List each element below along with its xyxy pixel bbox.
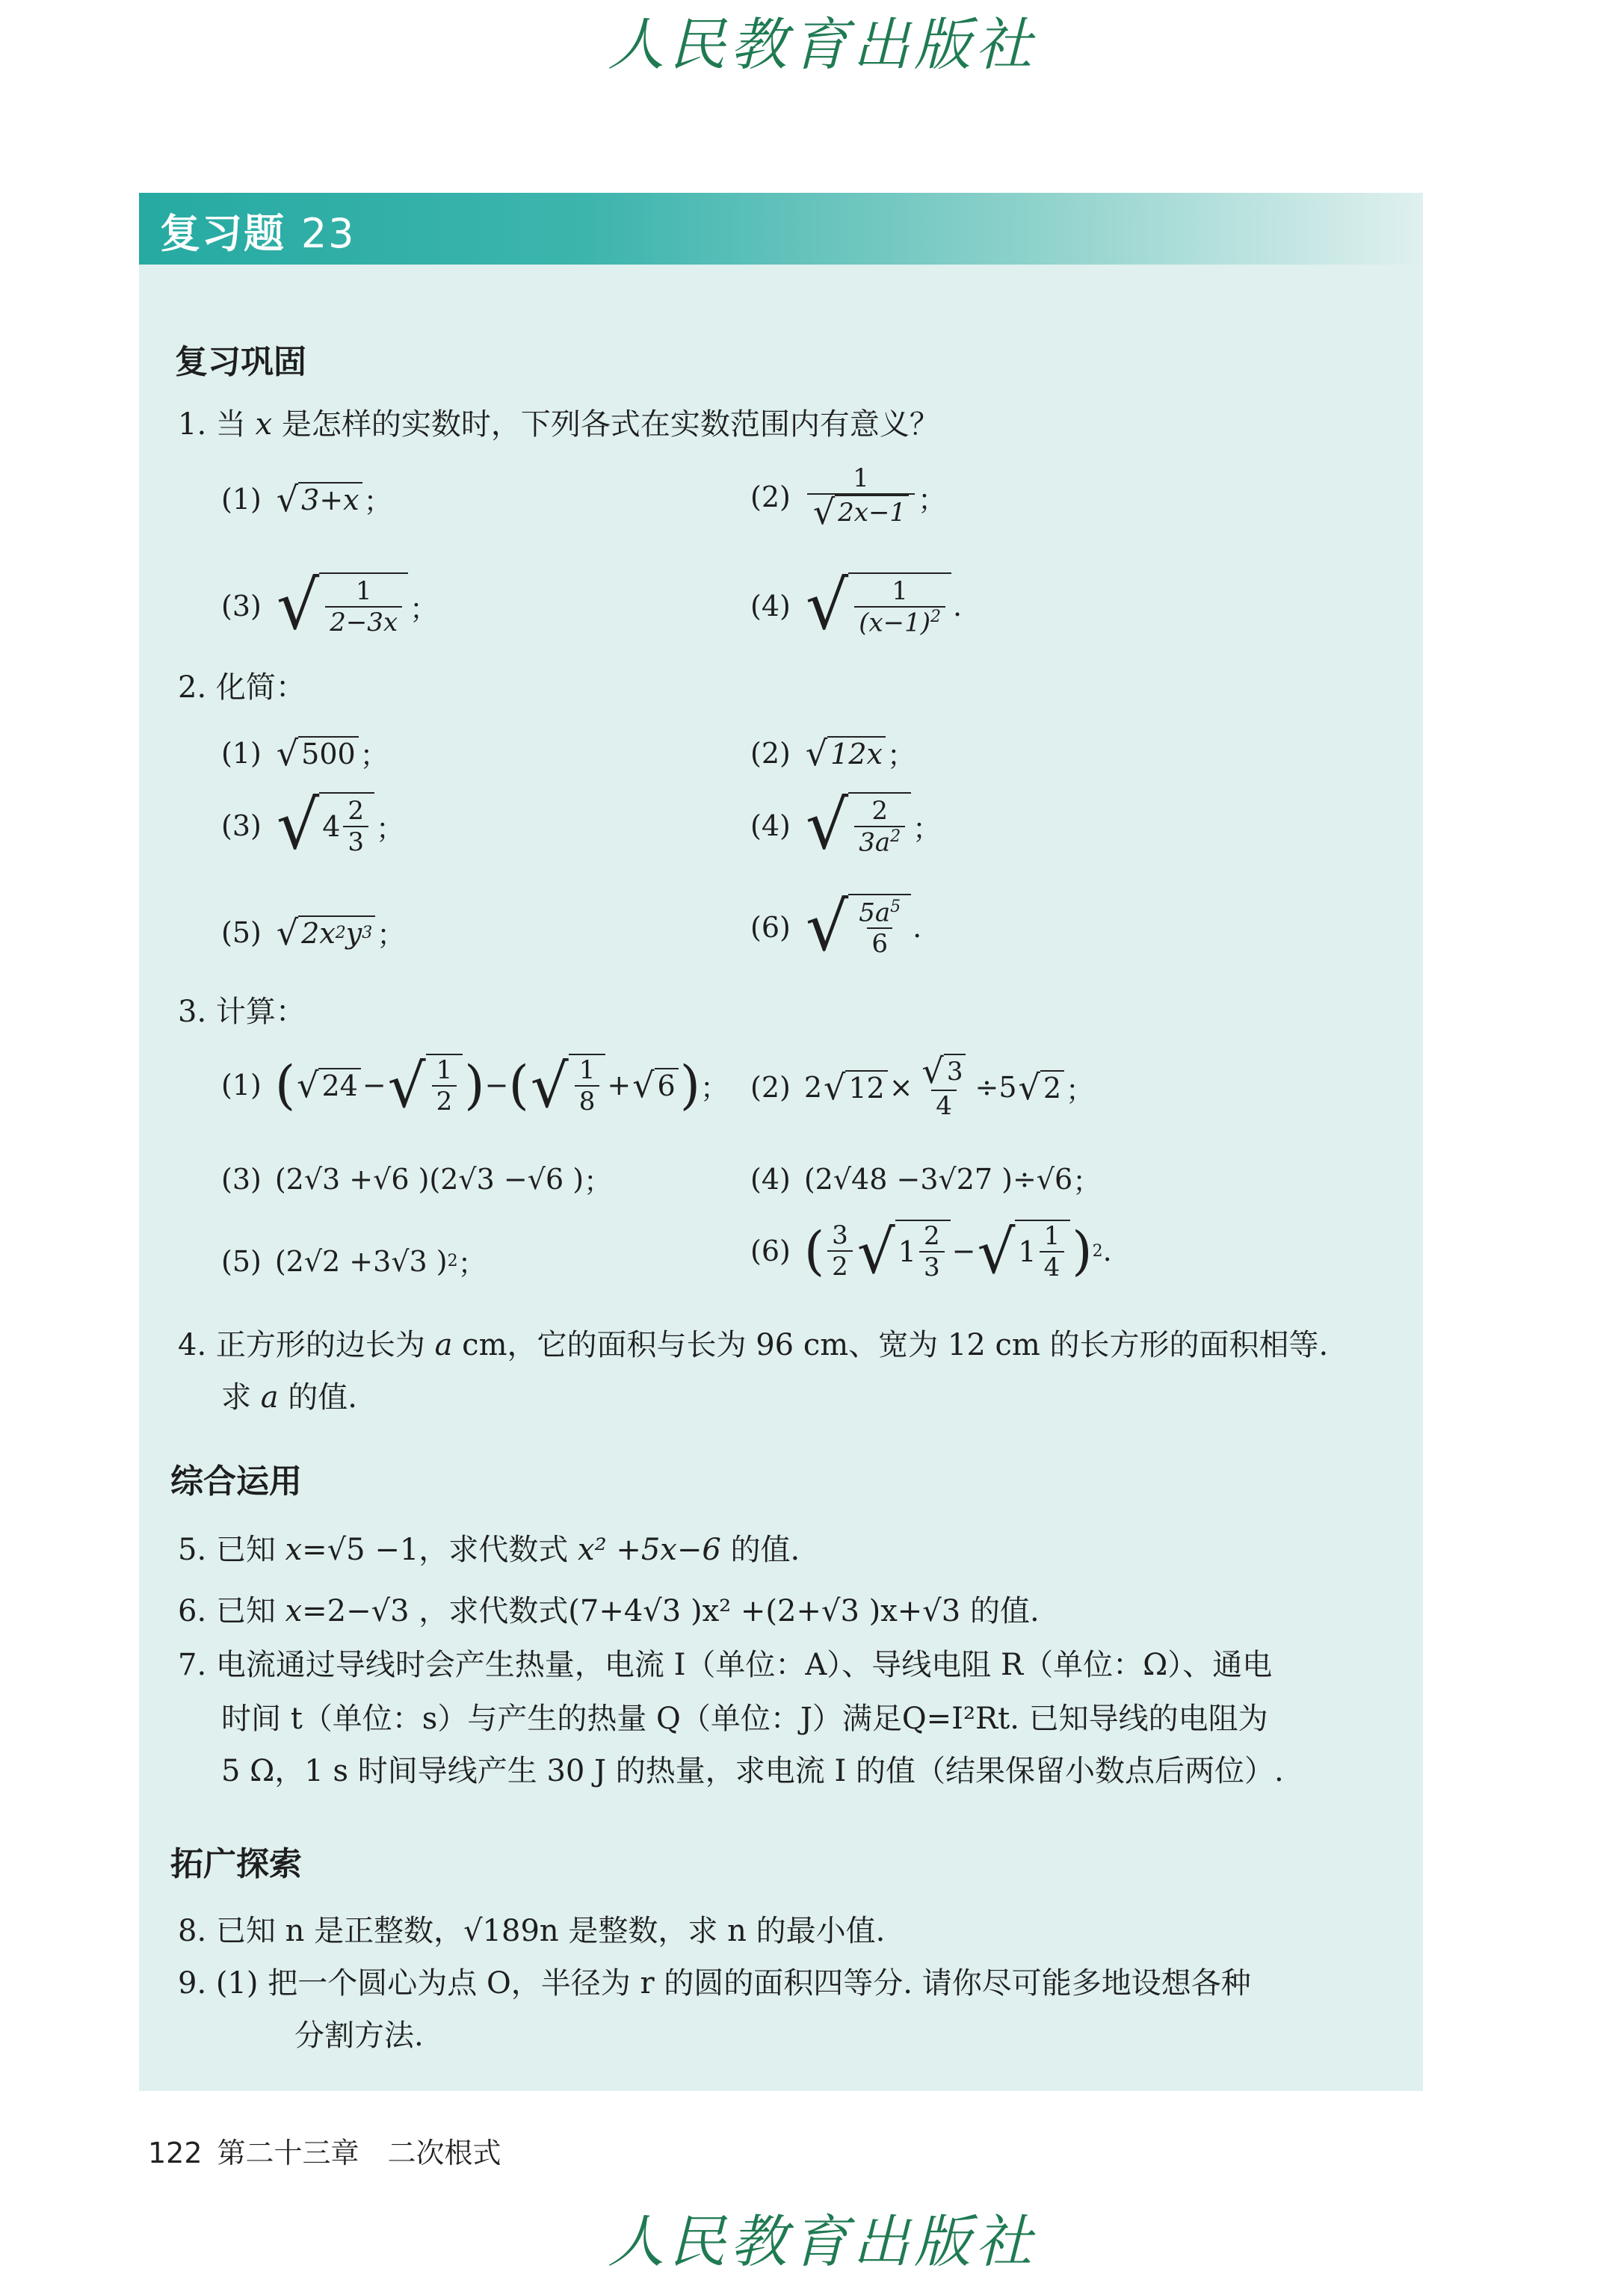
question-4-line-2: 求 a 的值. [221,1380,358,1415]
q1-part-1: (1) √ 3+x ； [221,478,392,519]
question-7-line-2: 时间 t（单位：s）与产生的热量 Q（单位：J）满足Q=I²Rt. 已知导线的电阻为 [221,1702,1268,1736]
q3-part-5: (5) (2√2 +3√3 ) 2 ； [221,1244,487,1280]
page-title: 复习题 23 [160,210,356,257]
question-5: 5. 已知 x=√5 −1，求代数式 x² +5x−6 的值. [178,1533,800,1567]
question-6: 6. 已知 x=2−√3 ，求代数式(7+4√3 )x² +(2+√3 )x+√3 的值. [178,1594,1040,1628]
q1-part-4: (4) √ $\frac{1}{(x-1)^2}$ . [750,566,963,645]
q3-part-2: (2) 2 √ 12 × √ 3 4 ÷5 √ 2 ； [750,1051,1095,1121]
section-heading-extension: 拓广探索 [170,1845,302,1883]
section-heading-application: 综合运用 [170,1462,302,1501]
q2-part-4: (4) √ $\frac{2}{3a^2}$ ； [750,786,942,865]
page-number: 122 [148,2137,203,2169]
page-footer [148,2130,501,2171]
q3-part-6: (6) ( $\frac{3}{2}$ √ 1 $\frac{2}{3}$ − √ 1 $\frac{1}{4}$ ) 2 . [750,1217,1112,1287]
question-8: 8. 已知 n 是正整数，√189n 是整数，求 n 的最小值. [178,1914,886,1948]
q3-part-1: (1) ( √ 24 − √ $\frac{1}{2}$ ) − ( √ $\frac{1}{8}$ + √ 6 ) ； [221,1051,729,1121]
chapter-title: 第二十三章 二次根式 [217,2137,501,2169]
q3-part-3: (3) (2√3 +√6 )(2√3 −√6 ) ； [221,1162,613,1198]
question-3-stem: 3. 计算： [178,995,306,1029]
publisher-logo-bottom [590,2203,1054,2285]
question-9-line-2: 分割方法. [294,2018,424,2053]
question-7-line-3: 5 Ω，1 s 时间导线产生 30 J 的热量，求电流 I 的值（结果保留小数点后两位）. [221,1754,1284,1788]
q2-part-5: (5) √ 2x 2 y 3 ； [221,912,406,953]
question-7-line-1: 7. 电流通过导线时会产生热量，电流 I（单位：A）、导线电阻 R（单位：Ω）、通电 [178,1648,1273,1682]
question-2-stem: 2. 化简： [178,670,306,705]
q2-part-3: (3) √ 4 $\frac{2}{3}$ ； [221,786,405,865]
q2-part-2: (2) √ 12x ； [750,732,916,773]
question-4-line-1: 4. 正方形的边长为 a cm，它的面积与长为 96 cm、宽为 12 cm 的长方形的面积相等. [178,1328,1329,1362]
section-heading-review: 复习巩固 [175,343,306,381]
svg-text:人民教育出版社: 人民教育出版社 [608,11,1037,78]
publisher-logo-top [590,6,1054,88]
question-1-stem: 1. 当 x 是怎样的实数时，下列各式在实数范围内有意义？ [178,407,939,442]
question-9-line-1: 9. (1) 把一个圆心为点 O，半径为 r 的圆的面积四等分. 请你尽可能多地设想各种 [178,1966,1251,2001]
svg-text:人民教育出版社: 人民教育出版社 [608,2208,1037,2275]
q2-part-6: (6) √ $\frac{5a^5}{6}$ . [750,888,922,966]
q1-part-2: (2) 1 √ 2x−1 ； [750,463,947,532]
q1-part-3: (3) √ $\frac{1}{2-3x}$ ； [221,566,439,645]
q3-part-4: (4) (2√48 −3√27 )÷√6 ； [750,1162,1102,1198]
q2-part-1: (1) √ 500 ； [221,732,389,773]
